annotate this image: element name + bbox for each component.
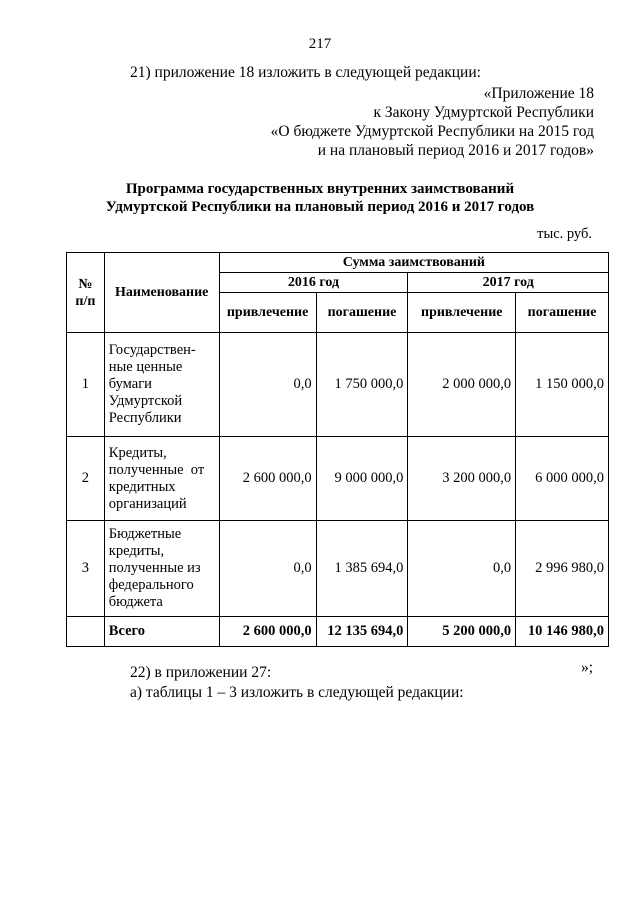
row-number: 3 [67,521,105,617]
attract-2016: 2 600 000,0 [219,437,316,521]
page-number: 217 [308,36,332,52]
attract-2017: 0,0 [408,521,516,617]
row-name: Бюджетные кредиты, полученные из федерального бюджета [104,521,219,617]
header-year-2017: 2017 год [408,273,609,293]
total-repay-2016: 12 135 694,0 [316,617,408,647]
row-number: 1 [67,333,105,437]
item-22a: а) таблицы 1 – 3 изложить в следующей редакции: [130,684,464,701]
total-repay-2017: 10 146 980,0 [516,617,609,647]
attract-2017: 3 200 000,0 [408,437,516,521]
table-row [67,521,609,617]
header-sum: Сумма заимствований [219,253,608,273]
total-attract-2016: 2 600 000,0 [219,617,316,647]
repay-2017: 1 150 000,0 [516,333,609,437]
header-attract-2017: привлечение [408,293,516,333]
header-name: Наименование [104,253,219,333]
attract-2017: 2 000 000,0 [408,333,516,437]
repay-2016: 9 000 000,0 [316,437,408,521]
repay-2016: 1 385 694,0 [316,521,408,617]
borrowing-program-table [66,252,609,647]
closing-quote: »; [580,659,593,676]
row-number: 2 [67,437,105,521]
appendix-header-line: к Закону Удмуртской Республики [373,104,594,121]
repay-2016: 1 750 000,0 [316,333,408,437]
repay-2017: 6 000 000,0 [516,437,609,521]
row-name: Государствен- ные ценные бумаги Удмуртской Республики [104,333,219,437]
attract-2016: 0,0 [219,333,316,437]
units-label: тыс. руб. [537,226,592,242]
appendix-header-line: и на плановый период 2016 и 2017 годов» [317,142,594,159]
total-attract-2017: 5 200 000,0 [408,617,516,647]
header-year-2016: 2016 год [219,273,408,293]
total-number [67,617,105,647]
document-title-line: Удмуртской Республики на плановый период 2016 и 2017 годов [105,199,535,215]
total-label: Всего [104,617,219,647]
header-number: № п/п [67,253,105,333]
appendix-header-line: «О бюджете Удмуртской Республики на 2015 год [270,123,594,140]
row-name: Кредиты, полученные от кредитных организаций [104,437,219,521]
table-row [67,333,609,437]
repay-2017: 2 996 980,0 [516,521,609,617]
item-22: 22) в приложении 27: [130,664,272,681]
appendix-header-line: «Приложение 18 [483,85,594,102]
header-repay-2017: погашение [516,293,609,333]
intro-line: 21) приложение 18 изложить в следующей редакции: [130,64,481,81]
document-title-line: Программа государственных внутренних заимствований [125,181,515,197]
attract-2016: 0,0 [219,521,316,617]
header-attract-2016: привлечение [219,293,316,333]
header-repay-2016: погашение [316,293,408,333]
total-row [67,617,609,647]
table-row [67,437,609,521]
